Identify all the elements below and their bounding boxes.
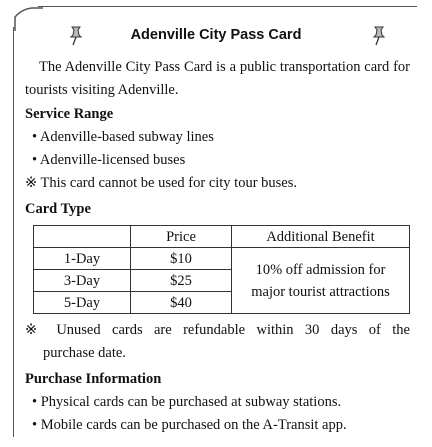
table-header-cell [34,226,131,248]
service-range-item: • Adenville-licensed buses [32,152,186,168]
card-type-cell: 1-Day [34,248,131,270]
table-row [34,248,410,270]
purchase-heading: Purchase Information [25,371,162,387]
refund-note-line: purchase date. [43,345,126,361]
card-type-table [33,225,410,314]
service-range-item: • Adenville-based subway lines [32,129,214,145]
service-range-note: ※ This card cannot be used for city tour buses. [25,175,298,191]
table-header-row [34,226,410,248]
benefit-cell: 10% off admission for major tourist attractions [232,248,410,314]
thumbtack-icon [370,24,388,46]
price-cell: $10 [131,248,232,270]
refund-note-line: ※ Unused cards are refundable within 30 days of the [25,322,410,338]
price-cell: $40 [131,292,232,314]
table-header-cell: Price [131,226,232,248]
purchase-item: • Mobile cards can be purchased on the A-Transit app. [32,417,347,433]
service-range-heading: Service Range [25,106,114,122]
purchase-item: • Physical cards can be purchased at subway stations. [32,394,342,410]
table-header-cell: Additional Benefit [232,226,410,248]
card-type-heading: Card Type [25,201,91,217]
card-type-cell: 5-Day [34,292,131,314]
pass-card-notice [13,6,417,437]
refund-note [25,319,410,365]
card-type-cell: 3-Day [34,270,131,292]
price-cell: $25 [131,270,232,292]
title-row [14,24,418,48]
page-title: Adenville City Pass Card [130,27,302,43]
intro-paragraph: The Adenville City Pass Card is a public transportation card for tourists visiting Adenville. [25,59,410,98]
